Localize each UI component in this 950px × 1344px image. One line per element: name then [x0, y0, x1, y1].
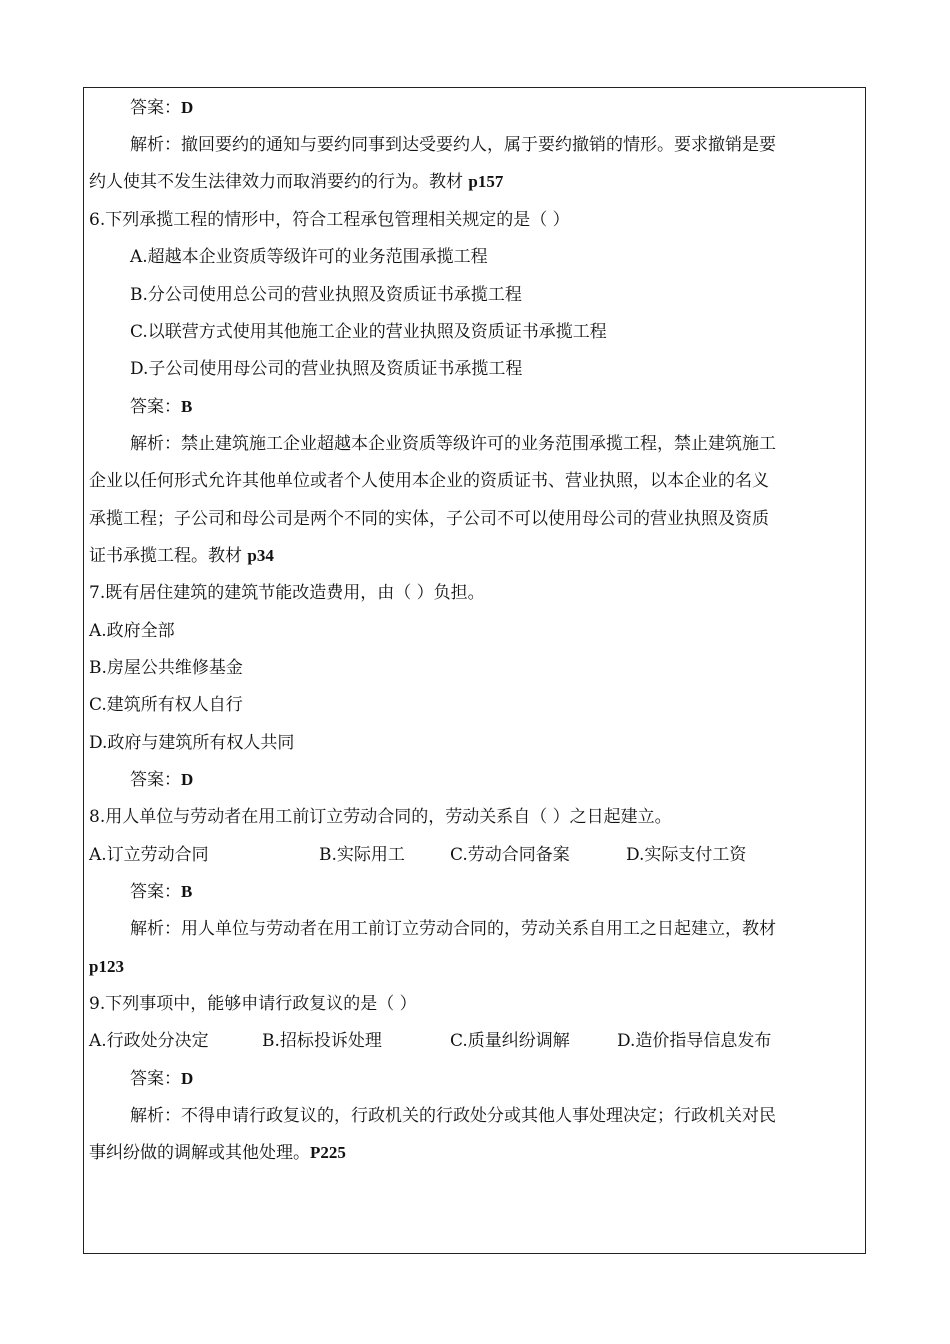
q9-option-a: A.行政处分决定 [89, 1031, 209, 1051]
q9-analysis-line: 解析：不得申请行政复议的，行政机关的行政处分或其他人事处理决定；行政机关对民 [130, 1106, 776, 1126]
q8-stem: 8.用人单位与劳动者在用工前订立劳动合同的，劳动关系自（ ）之日起建立。 [89, 807, 672, 827]
q9-stem: 9.下列事项中，能够申请行政复议的是（ ） [89, 994, 417, 1014]
q8-analysis-line: 解析：用人单位与劳动者在用工前订立劳动合同的，劳动关系自用工之日起建立，教材 [130, 919, 776, 939]
q8-analysis-ref: p123 [89, 957, 124, 976]
q5-answer: 答案：D [130, 98, 194, 118]
q7-answer: 答案：D [130, 770, 194, 790]
q6-analysis-line: 证书承揽工程。教材 p34 [89, 546, 274, 566]
q9-option-c: C.质量纠纷调解 [450, 1031, 570, 1051]
q6-option-c: C.以联营方式使用其他施工企业的营业执照及资质证书承揽工程 [130, 322, 607, 342]
q5-analysis-line: 解析：撤回要约的通知与要约同事到达受要约人，属于要约撤销的情形。要求撤销是要 [130, 135, 776, 155]
q8-option-b: B.实际用工 [319, 845, 405, 865]
q7-option-a: A.政府全部 [89, 621, 175, 641]
q7-option-b: B.房屋公共维修基金 [89, 658, 243, 678]
q8-answer: 答案：B [130, 882, 193, 902]
q8-option-d: D.实际支付工资 [626, 845, 747, 865]
q6-answer: 答案：B [130, 397, 193, 417]
q6-analysis-line: 承揽工程；子公司和母公司是两个不同的实体，子公司不可以使用母公司的营业执照及资质 [89, 509, 769, 529]
q9-answer: 答案：D [130, 1069, 194, 1089]
q6-option-d: D.子公司使用母公司的营业执照及资质证书承揽工程 [130, 359, 523, 379]
q7-option-d: D.政府与建筑所有权人共同 [89, 733, 295, 753]
q9-option-b: B.招标投诉处理 [262, 1031, 382, 1051]
q7-stem: 7.既有居住建筑的建筑节能改造费用，由（ ）负担。 [89, 583, 485, 603]
q6-analysis-line: 解析：禁止建筑施工企业超越本企业资质等级许可的业务范围承揽工程，禁止建筑施工 [130, 434, 776, 454]
q9-option-d: D.造价指导信息发布 [617, 1031, 772, 1051]
q8-option-c: C.劳动合同备案 [450, 845, 570, 865]
q8-option-a: A.订立劳动合同 [89, 845, 209, 865]
q6-option-b: B.分公司使用总公司的营业执照及资质证书承揽工程 [130, 285, 522, 305]
q6-analysis-line: 企业以任何形式允许其他单位或者个人使用本企业的资质证书、营业执照，以本企业的名义 [89, 471, 769, 491]
q6-option-a: A.超越本企业资质等级许可的业务范围承揽工程 [130, 247, 488, 267]
q6-stem: 6.下列承揽工程的情形中，符合工程承包管理相关规定的是（ ） [89, 210, 570, 230]
q7-option-c: C.建筑所有权人自行 [89, 695, 243, 715]
q9-analysis-line: 事纠纷做的调解或其他处理。P225 [89, 1143, 346, 1163]
q5-analysis-line: 约人使其不发生法律效力而取消要约的行为。教材 p157 [89, 172, 504, 192]
